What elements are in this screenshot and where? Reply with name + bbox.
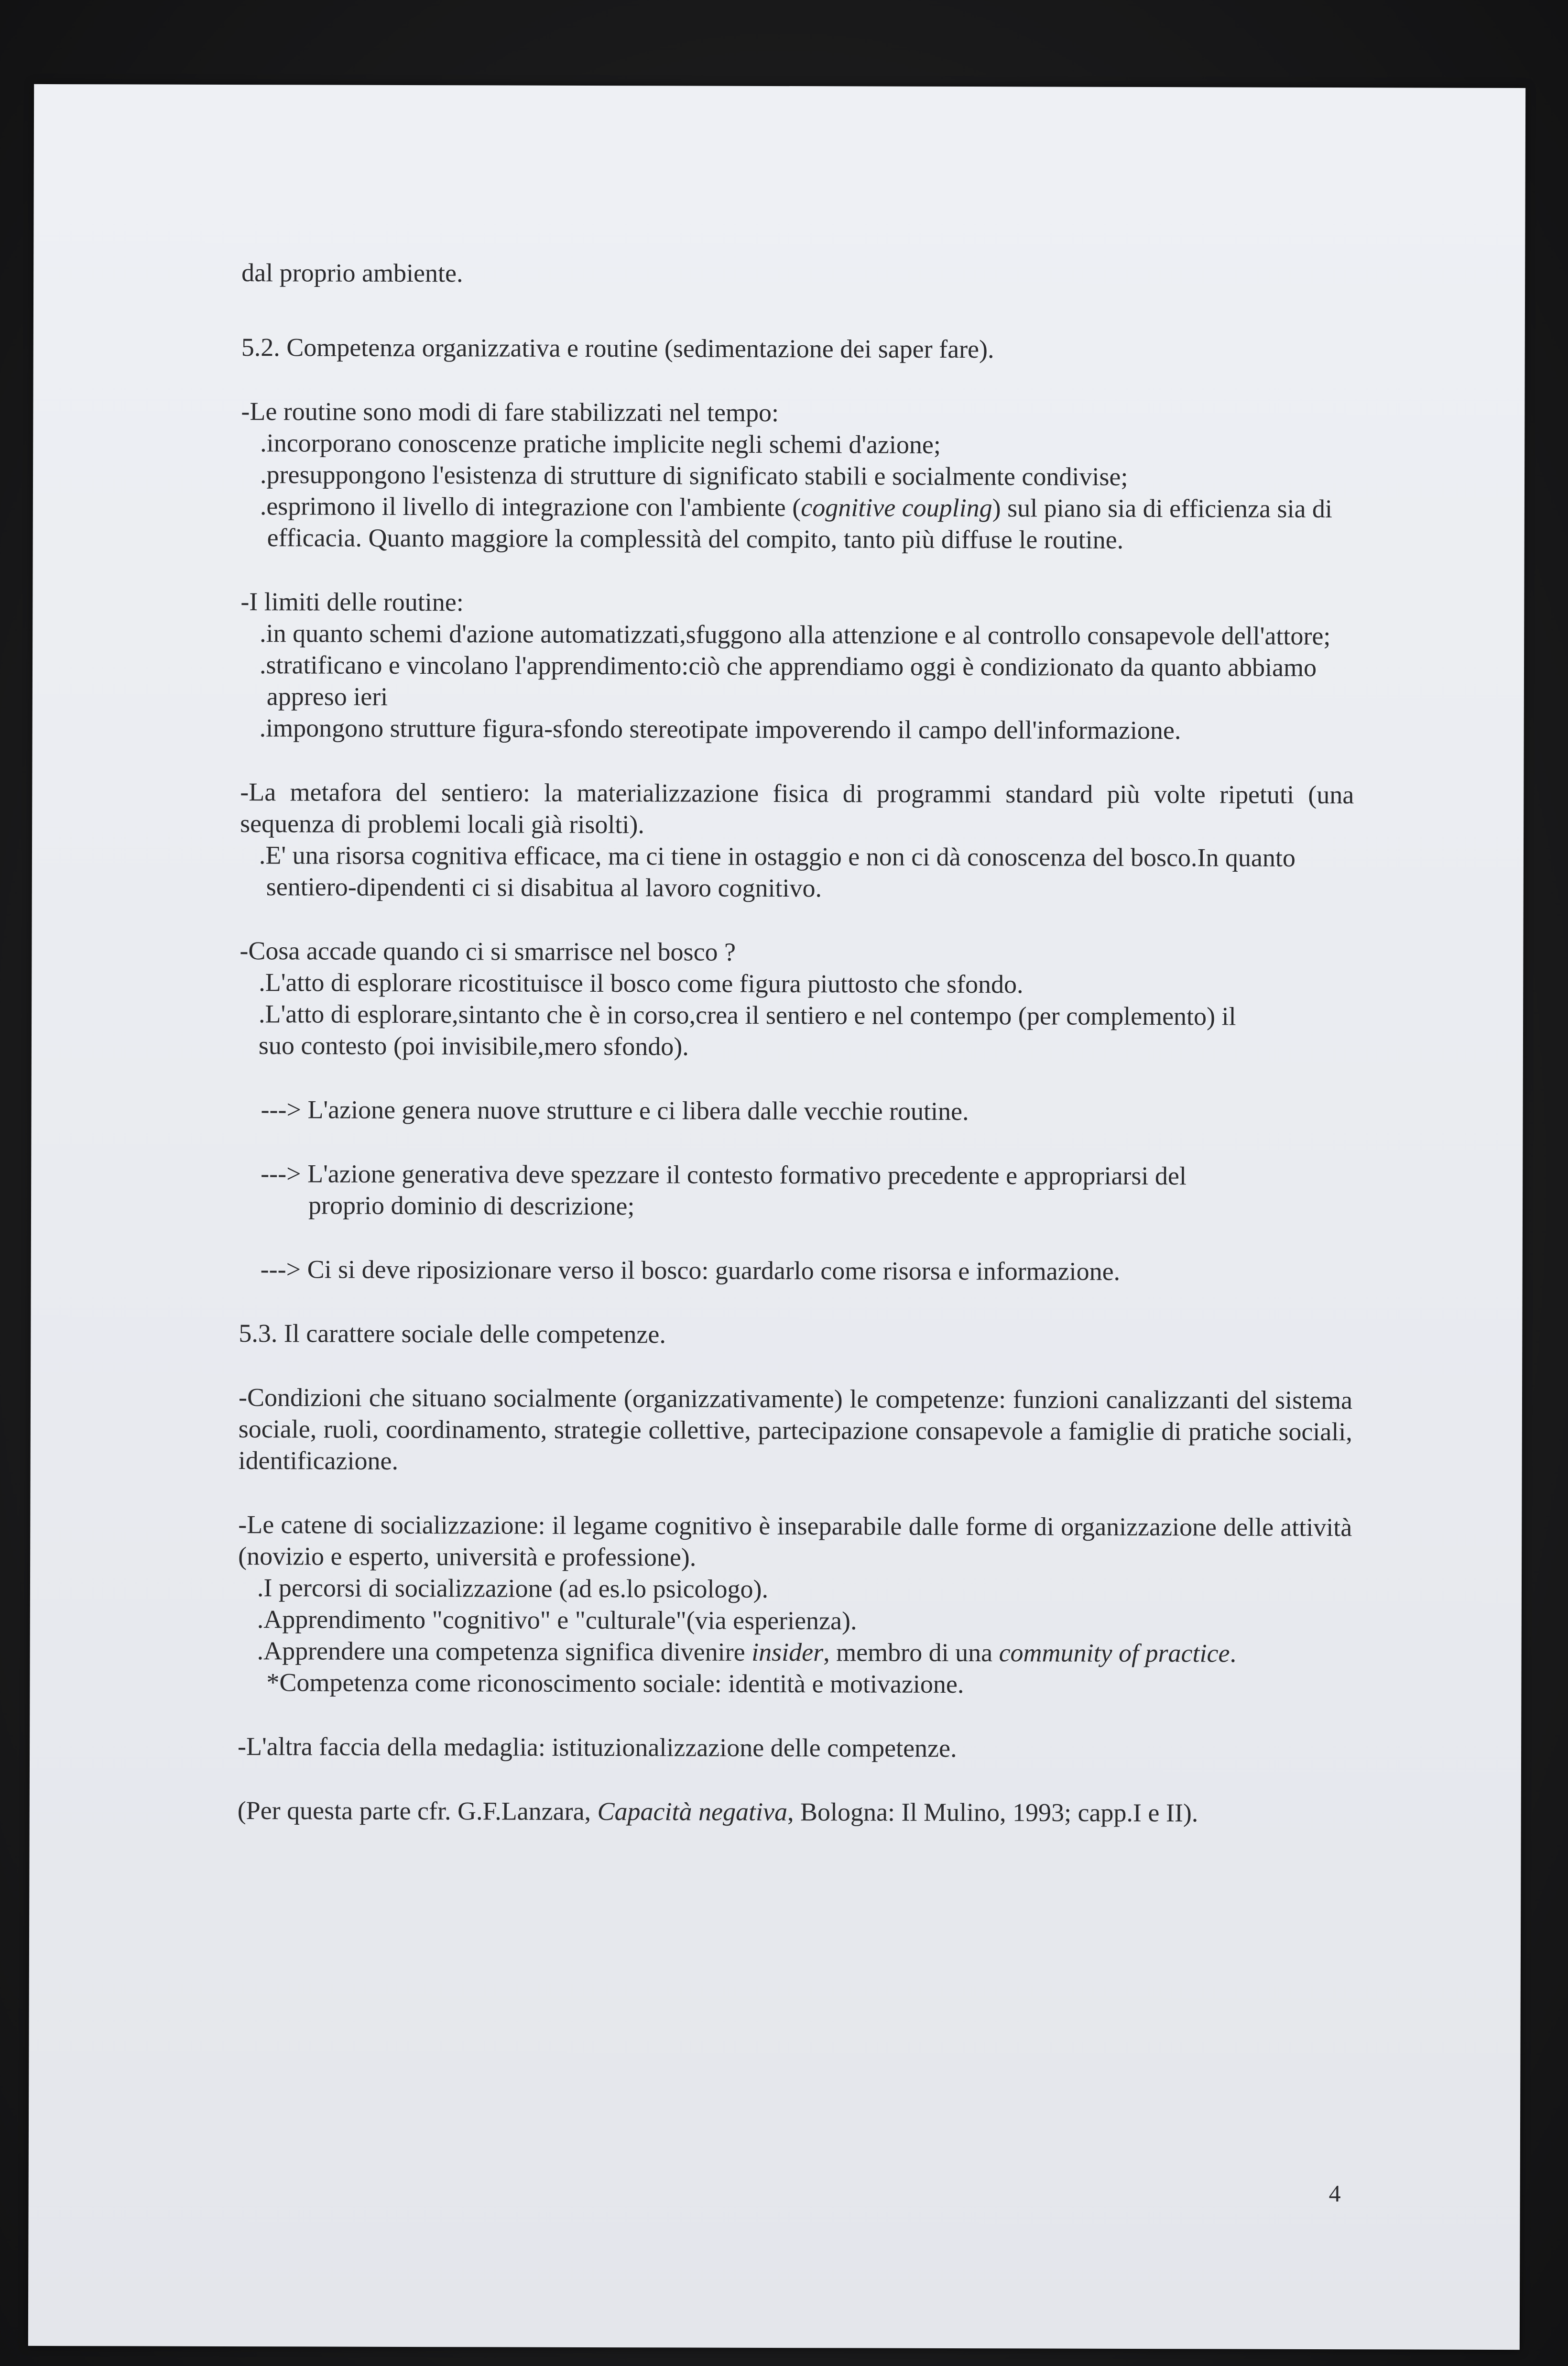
socialization-chains-intro: -Le catene di socializzazione: il legame cognitivo è inseparabile dalle forme di organizzazione delle attività (novizio e esperto, università e professione).: [238, 1510, 1352, 1572]
socialization-bullet-3-italic-community: community of practice: [999, 1638, 1230, 1668]
page-number: 4: [1328, 2180, 1341, 2207]
arrow-point-3: ---> Ci si deve riposizionare verso il bosco: guardarlo come risorsa e informazione.: [260, 1255, 1121, 1286]
socialization-bullet-3-text-c: .: [1230, 1639, 1237, 1668]
arrow-point-2-continuation: proprio dominio di descrizione;: [308, 1191, 635, 1221]
section-heading-5-2: 5.2. Competenza organizzativa e routine (sedimentazione dei saper fare).: [241, 333, 994, 364]
paper-sheet: [28, 84, 1525, 2350]
lost-in-woods-bullet-2-continuation: suo contesto (poi invisibile,mero sfondo).: [258, 1031, 689, 1061]
routine-bullet-1: .incorporano conoscenze pratiche implicite negli schemi d'azione;: [260, 428, 941, 459]
limits-bullet-2: .stratificano e vincolano l'apprendimento:ciò che apprendiamo oggi è condizionato da quanto abbiamo appreso ieri: [259, 650, 1317, 711]
socialization-bullet-3: [238, 1635, 1352, 1669]
lost-in-woods-bullet-1: .L'atto di esplorare ricostituisce il bosco come figura piuttosto che sfondo.: [259, 968, 1024, 999]
arrow-point-2: ---> L'azione generativa deve spezzare il contesto formativo precedente e appropriarsi del: [261, 1159, 1187, 1191]
limits-bullet-1: .in quanto schemi d'azione automatizzati,sfuggono alla attenzione e al controllo consapevole dell'attore;: [260, 619, 1331, 651]
section-heading-5-3: 5.3. Il carattere sociale delle competenze.: [239, 1319, 666, 1349]
routine-bullet-2: .presuppongono l'esistenza di strutture di significato stabili e socialmente condivise;: [260, 460, 1128, 491]
page-body: [238, 257, 1356, 1829]
reference-note-text-a: (Per questa parte cfr. G.F.Lanzara,: [237, 1796, 598, 1826]
socialization-bullet-2: .Apprendimento "cognitivo" e "culturale"(via esperienza).: [257, 1605, 857, 1635]
paragraph-continuation: dal proprio ambiente.: [241, 258, 463, 288]
limits-bullet-3: .impongono strutture figura-sfondo stereotipate impoverendo il campo dell'informazione.: [259, 713, 1181, 745]
routine-bullet-3-text-a: .esprimono il livello di integrazione con l'ambiente (: [260, 492, 801, 522]
socialization-bullet-3-italic-insider: insider: [751, 1637, 824, 1667]
reference-note-italic-title: Capacità negativa: [597, 1797, 788, 1827]
socialization-bullet-1: .I percorsi di socializzazione (ad es.lo psicologo).: [257, 1573, 769, 1603]
routine-bullet-3-text-b: ) sul piano sia di efficienza sia di efficacia. Quanto maggiore la complessità del compito, tanto più diffuse le routine.: [267, 493, 1333, 554]
socialization-star-note: *Competenza come riconoscimento sociale: identità e motivazione.: [266, 1668, 964, 1699]
path-metaphor-intro: -La metafora del sentiero: la materializzazione fisica di programmi standard più volte ripetuti (una sequenza di problemi locali già risolti).: [240, 778, 1354, 839]
socialization-bullet-3-text-a: .Apprendere una competenza significa divenire: [257, 1636, 752, 1666]
arrow-point-1: ---> L'azione genera nuove strutture e ci libera dalle vecchie routine.: [261, 1095, 969, 1126]
social-conditions-paragraph: -Condizioni che situano socialmente (organizzativamente) le competenze: funzioni canalizzanti del sistema sociale, ruoli, coordinamento, strategie collettive, partecipazione consapevole a famiglie di pratiche sociali, identificazione.: [238, 1383, 1353, 1475]
path-metaphor-bullet-1: .E' una risorsa cognitiva efficace, ma ci tiene in ostaggio e non ci dà conoscenza del bosco.In quanto sentiero-dipendenti ci si disabitua al lavoro cognitivo.: [259, 841, 1296, 903]
other-face-paragraph: -L'altra faccia della medaglia: istituzionalizzazione delle competenze.: [238, 1732, 957, 1763]
lost-in-woods-intro: -Cosa accade quando ci si smarrisce nel bosco ?: [240, 936, 736, 966]
limits-intro: -I limiti delle routine:: [240, 587, 464, 617]
routine-bullet-3: [241, 490, 1355, 556]
lost-in-woods-bullet-2: .L'atto di esplorare,sintanto che è in corso,crea il sentiero e nel contempo (per complemento) il: [259, 999, 1236, 1031]
reference-note-text-b: , Bologna: Il Mulino, 1993; capp.I e II).: [787, 1797, 1198, 1828]
reference-note: [238, 1795, 1351, 1829]
routine-bullet-3-italic: cognitive coupling: [801, 493, 992, 523]
socialization-bullet-3-text-b: , membro di una: [823, 1638, 999, 1667]
routine-intro: -Le routine sono modi di fare stabilizzati nel tempo:: [241, 397, 779, 427]
